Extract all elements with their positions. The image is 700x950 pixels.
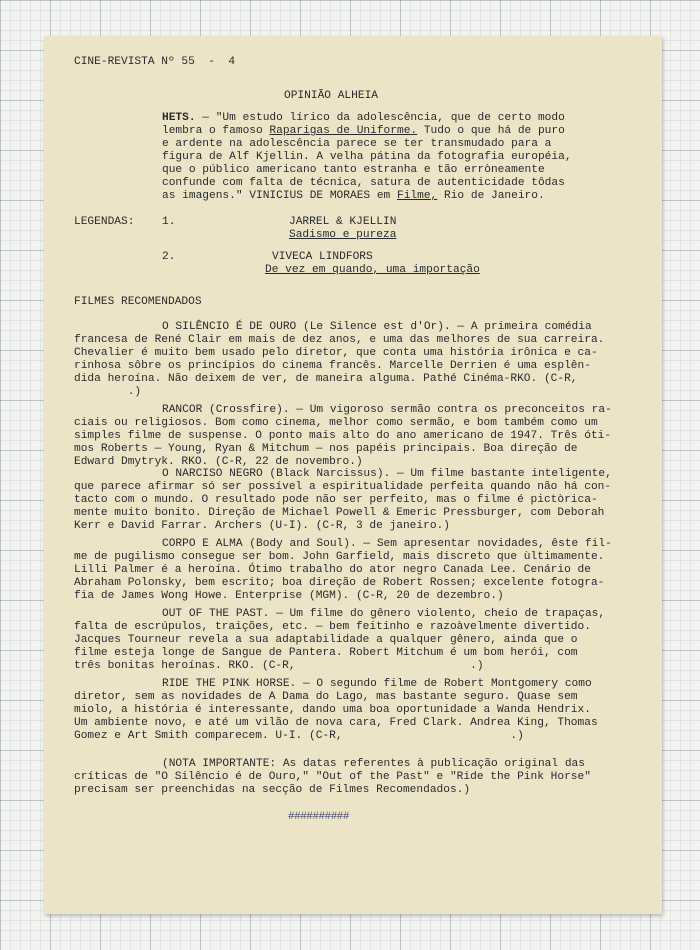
section-heading-filmes: FILMES RECOMENDADOS <box>74 296 202 308</box>
quote-line: as imagens." VINICIUS DE MORAES em Filme, Rio de Janeiro. <box>162 190 545 202</box>
quote-line: e ardente na adolescência parece se ter transmudado para a <box>162 138 552 150</box>
legend-caption: De vez em quando, uma importação <box>265 264 480 276</box>
nota-line: precisam ser preenchidas na secção de Filmes Recomendados.) <box>74 784 471 796</box>
end-mark: ########## <box>288 811 350 823</box>
review-line: OUT OF THE PAST. — Um filme do gênero violento, cheio de trapaças, <box>162 608 606 620</box>
nota-line: (NOTA IMPORTANTE: As datas referentes à publicação original das <box>162 758 585 770</box>
review-line: Gomez e Art Smith comparecem. U-I. (C-R, .) <box>74 730 524 742</box>
review-line: O SILÊNCIO É DE OURO (Le Silence est d'Or). — A primeira comédia <box>162 321 592 333</box>
quote-line: lembra o famoso Raparigas de Uniforme. Tudo o que há de puro <box>162 125 565 137</box>
review-line: francesa de René Clair em mais de dez anos, e uma das melhores de sua carreira. <box>74 334 605 346</box>
review-line: CORPO E ALMA (Body and Soul). — Sem apresentar novidades, êste fil- <box>162 538 612 550</box>
review-line: Kerr e David Farrar. Archers (U-I). (C-R, 3 de janeiro.) <box>74 520 450 532</box>
review-line: fia de James Wong Howe. Enterprise (MGM). (C-R, 20 de dezembro.) <box>74 590 504 602</box>
review-line: Lilli Palmer é a heroína. Ótimo trabalho do ator negro Canada Lee. Cenário de <box>74 564 591 576</box>
review-line: Abraham Polonsky, bem escrito; boa direção de Robert Rossen; excelente fotogra- <box>74 577 605 589</box>
review-line: O NARCISO NEGRO (Black Narcissus). — Um filme bastante inteligente, <box>162 468 612 480</box>
typewritten-page <box>44 36 662 914</box>
review-line: .) <box>74 386 142 398</box>
review-line: miolo, a história é interessante, dando uma boa oportunidade a Wanda Hendrix. <box>74 704 591 716</box>
review-line: Jacques Tourneur revela a sua adaptabilidade a qualquer gênero, ainda que o <box>74 634 578 646</box>
legend-number: 1. <box>162 216 176 228</box>
review-line: tacto com o mundo. O resultado pode não ser perfeito, mas o filme é pictòrica- <box>74 494 598 506</box>
quote-line: HETS. — "Um estudo lírico da adolescência, que de certo modo <box>162 112 565 124</box>
nota-line: críticas de "O Silêncio é de Ouro," "Out of the Past" e "Ride the Pink Horse" <box>74 771 591 783</box>
review-line: Chevalier é muito bem usado pelo diretor, que conta uma história irônica e ca- <box>74 347 598 359</box>
review-line: mos Roberts — Young, Ryan & Mitchum — nos papéis principais. Boa direção de <box>74 443 578 455</box>
quote-line: que o público americano tanto estranha e tão erròneamente <box>162 164 545 176</box>
review-line: rinhosa sôbre os princípios do cinema francês. Marcelle Derrien é uma esplên- <box>74 360 591 372</box>
review-line: RIDE THE PINK HORSE. — O segundo filme de Robert Montgomery como <box>162 678 592 690</box>
legend-number: 2. <box>162 251 176 263</box>
review-line: três bonitas heroínas. RKO. (C-R, .) <box>74 660 484 672</box>
review-line: Um ambiente novo, e até um vilão de nova cara, Fred Clark. Andrea King, Thomas <box>74 717 598 729</box>
review-line: simples filme de suspense. O ponto mais alto do ano americano de 1947. Três óti- <box>74 430 612 442</box>
page-header: CINE-REVISTA Nº 55 - 4 <box>74 56 236 68</box>
review-line: diretor, sem as novidades de A Dama do Lago, mas bastante seguro. Quase sem <box>74 691 578 703</box>
legend-name: JARREL & KJELLIN <box>289 216 397 228</box>
review-line: filme esteja longe de Sangue de Pantera. Robert Mitchum é um bom herói, com <box>74 647 578 659</box>
quote-line: figura de Alf Kjellin. A velha pátina da fotografia européia, <box>162 151 572 163</box>
review-line: Edward Dmytryk. RKO. (C-R, 22 de novembro.) <box>74 456 363 468</box>
review-line: mente muito bonito. Direção de Michael Powell & Emeric Pressburger, com Deborah <box>74 507 605 519</box>
legend-name: VIVECA LINDFORS <box>272 251 373 263</box>
section-heading-opiniao: OPINIÃO ALHEIA <box>284 90 378 102</box>
legendas-label: LEGENDAS: <box>74 216 135 228</box>
review-line: ciais ou religiosos. Bom como cinema, melhor como sermão, e bom também como um <box>74 417 598 429</box>
review-line: dida heroína. Não deixem de ver, de maneira alguma. Pathé Cinéma-RKO. (C-R, <box>74 373 578 385</box>
quote-line: confunde com falta de técnica, satura de autenticidade tôdas <box>162 177 565 189</box>
review-line: que parece afirmar só ser possível a espiritualidade perfeita quando não há con- <box>74 481 612 493</box>
review-line: RANCOR (Crossfire). — Um vigoroso sermão contra os preconceitos ra- <box>162 404 612 416</box>
review-line: me de pugilismo consegue ser bom. John Garfield, mais discreto que ùltimamente. <box>74 551 605 563</box>
legend-caption: Sadismo e pureza <box>289 229 397 241</box>
review-line: falta de escrúpulos, traições, etc. — bem feitinho e razoàvelmente divertido. <box>74 621 591 633</box>
